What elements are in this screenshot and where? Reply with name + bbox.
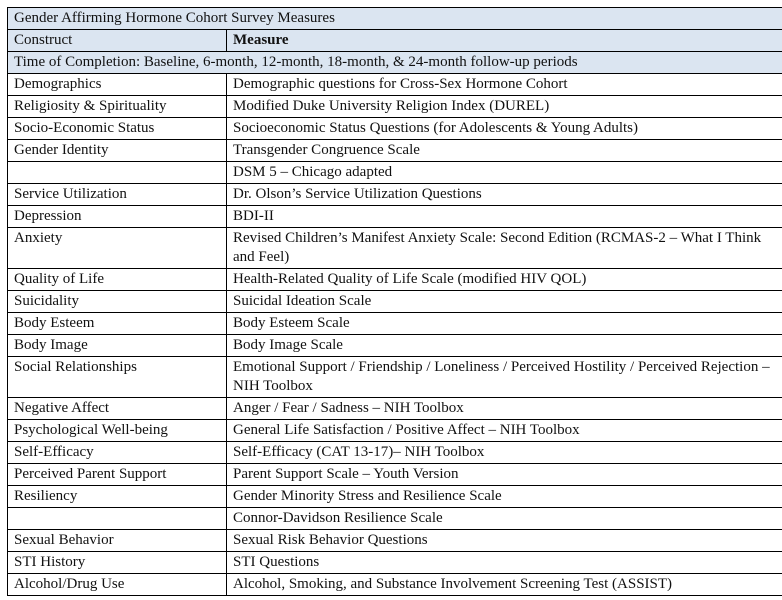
table-row <box>8 74 782 96</box>
construct-cell: Demographics <box>8 74 227 96</box>
table-title: Gender Affirming Hormone Cohort Survey Measures <box>8 8 782 30</box>
construct-cell: Negative Affect <box>8 398 227 420</box>
time-of-completion-row <box>8 52 782 74</box>
table-row <box>8 228 782 269</box>
construct-cell: Self-Efficacy <box>8 442 227 464</box>
measure-cell: Self-Efficacy (CAT 13-17)– NIH Toolbox <box>227 442 782 464</box>
table-row <box>8 162 782 184</box>
construct-cell <box>8 508 227 530</box>
measure-cell: DSM 5 – Chicago adapted <box>227 162 782 184</box>
construct-cell: Body Esteem <box>8 313 227 335</box>
construct-cell: Psychological Well-being <box>8 420 227 442</box>
table-row <box>8 508 782 530</box>
measure-cell: BDI-II <box>227 206 782 228</box>
table-row <box>8 398 782 420</box>
measure-cell: Transgender Congruence Scale <box>227 140 782 162</box>
measure-cell: Dr. Olson’s Service Utilization Questions <box>227 184 782 206</box>
construct-cell: Depression <box>8 206 227 228</box>
table-row <box>8 464 782 486</box>
measure-cell: Sexual Risk Behavior Questions <box>227 530 782 552</box>
construct-cell: Service Utilization <box>8 184 227 206</box>
measure-cell: STI Questions <box>227 552 782 574</box>
table-row <box>8 140 782 162</box>
measure-cell: Alcohol, Smoking, and Substance Involvement Screening Test (ASSIST) <box>227 574 782 596</box>
construct-header: Construct <box>8 30 227 52</box>
measure-cell: Revised Children’s Manifest Anxiety Scale: Second Edition (RCMAS-2 – What I Think and Feel) <box>227 228 782 269</box>
measure-cell: Health-Related Quality of Life Scale (modified HIV QOL) <box>227 269 782 291</box>
table-header-row <box>8 30 782 52</box>
measure-cell: Body Esteem Scale <box>227 313 782 335</box>
table-row <box>8 442 782 464</box>
measure-cell: General Life Satisfaction / Positive Affect – NIH Toolbox <box>227 420 782 442</box>
table-row <box>8 552 782 574</box>
table-row <box>8 420 782 442</box>
construct-cell <box>8 162 227 184</box>
table-row <box>8 184 782 206</box>
construct-cell: Resiliency <box>8 486 227 508</box>
table-title-row <box>8 8 782 30</box>
measure-cell: Socioeconomic Status Questions (for Adolescents & Young Adults) <box>227 118 782 140</box>
construct-cell: Sexual Behavior <box>8 530 227 552</box>
construct-cell: Religiosity & Spirituality <box>8 96 227 118</box>
measure-cell: Anger / Fear / Sadness – NIH Toolbox <box>227 398 782 420</box>
measure-cell: Parent Support Scale – Youth Version <box>227 464 782 486</box>
measure-cell: Connor-Davidson Resilience Scale <box>227 508 782 530</box>
table-row <box>8 574 782 596</box>
table-row <box>8 530 782 552</box>
measure-cell: Modified Duke University Religion Index (DUREL) <box>227 96 782 118</box>
construct-cell: Quality of Life <box>8 269 227 291</box>
table-row <box>8 118 782 140</box>
table-row <box>8 357 782 398</box>
construct-cell: Anxiety <box>8 228 227 269</box>
table-row <box>8 313 782 335</box>
construct-cell: Body Image <box>8 335 227 357</box>
measure-cell: Emotional Support / Friendship / Loneliness / Perceived Hostility / Perceived Rejection – NIH Toolbox <box>227 357 782 398</box>
construct-cell: Perceived Parent Support <box>8 464 227 486</box>
construct-cell: Alcohol/Drug Use <box>8 574 227 596</box>
measure-cell: Body Image Scale <box>227 335 782 357</box>
measure-cell: Gender Minority Stress and Resilience Scale <box>227 486 782 508</box>
table-row <box>8 335 782 357</box>
time-of-completion: Time of Completion: Baseline, 6-month, 12-month, 18-month, & 24-month follow-up periods <box>8 52 782 74</box>
table-row <box>8 96 782 118</box>
measure-cell: Demographic questions for Cross-Sex Hormone Cohort <box>227 74 782 96</box>
measure-cell: Suicidal Ideation Scale <box>227 291 782 313</box>
construct-cell: Gender Identity <box>8 140 227 162</box>
measures-table <box>7 7 782 596</box>
construct-cell: STI History <box>8 552 227 574</box>
construct-cell: Social Relationships <box>8 357 227 398</box>
construct-cell: Suicidality <box>8 291 227 313</box>
construct-cell: Socio-Economic Status <box>8 118 227 140</box>
measure-header: Measure <box>227 30 782 52</box>
table-row <box>8 486 782 508</box>
table-row <box>8 206 782 228</box>
table-row <box>8 291 782 313</box>
table-row <box>8 269 782 291</box>
